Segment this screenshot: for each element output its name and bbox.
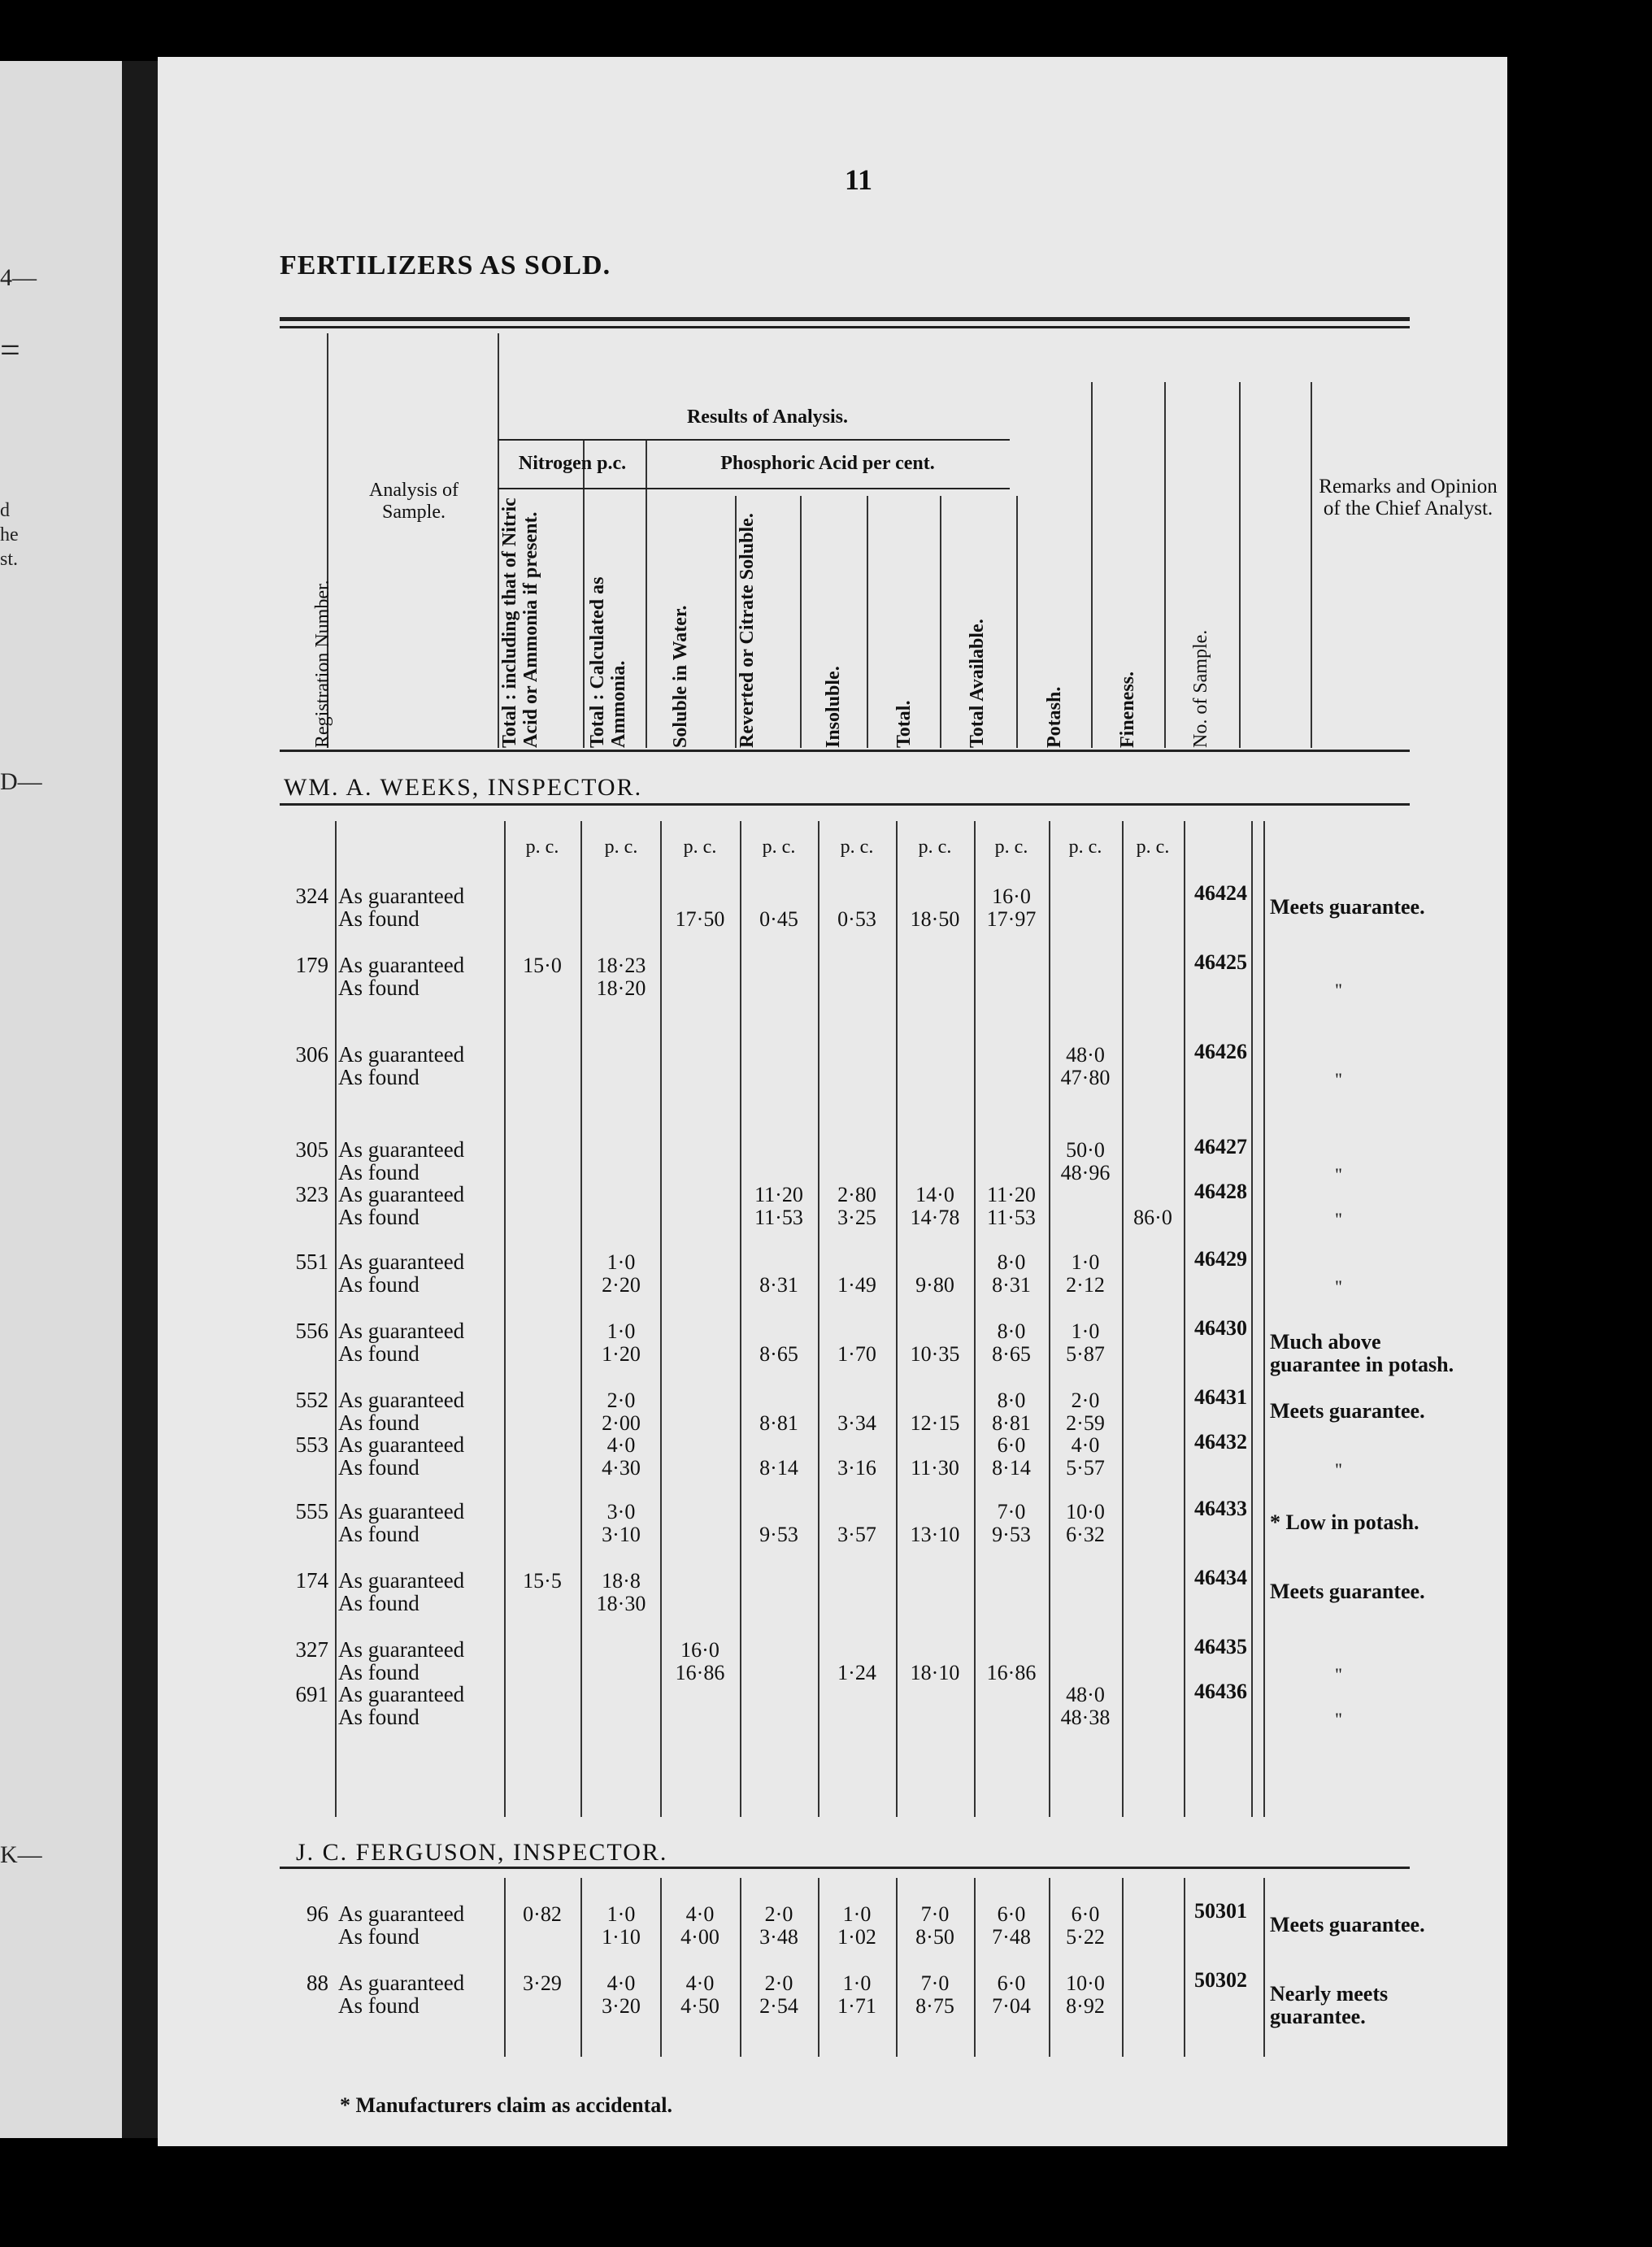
book-gutter: [122, 61, 158, 2138]
registration-number: 305: [295, 1137, 328, 1162]
guaranteed-value: 1·0: [1071, 1319, 1100, 1343]
found-value: 8·81: [992, 1411, 1031, 1435]
row-label-found: As found: [338, 1272, 420, 1297]
row-label-found: As found: [338, 1160, 420, 1184]
row-label-guaranteed: As guaranteed: [338, 1388, 465, 1412]
row-label-found: As found: [338, 1924, 420, 1949]
found-value: 11·53: [754, 1206, 803, 1229]
body-divider: [818, 821, 819, 1817]
left-page-edge: [0, 61, 122, 2138]
guaranteed-value: 1·0: [1071, 1250, 1100, 1274]
found-value: 16·86: [986, 1661, 1037, 1684]
found-value: 8·65: [992, 1342, 1031, 1366]
body-divider: [660, 821, 662, 1817]
row-label-guaranteed: As guaranteed: [338, 1319, 465, 1343]
header-registration: Registration Number.: [312, 580, 333, 748]
found-value: 6·32: [1066, 1523, 1105, 1546]
row-label-guaranteed: As guaranteed: [338, 1499, 465, 1523]
body-divider: [1263, 821, 1265, 1817]
found-value: 3·25: [837, 1206, 876, 1229]
found-value: 9·80: [915, 1273, 954, 1297]
header-rule: [498, 439, 1010, 441]
found-value: 2·54: [759, 1994, 798, 2018]
found-value: 17·50: [675, 907, 725, 931]
guaranteed-value: 16·0: [992, 884, 1031, 908]
row-label-guaranteed: As guaranteed: [338, 1971, 465, 1995]
section-rule: [280, 1867, 1410, 1869]
remark-ditto: ": [1335, 1209, 1342, 1229]
header-fineness: Fineness.: [1117, 671, 1138, 748]
guaranteed-value: 4·0: [685, 1902, 715, 1926]
found-value: 18·10: [910, 1661, 960, 1684]
remark-ditto: ": [1335, 1069, 1342, 1089]
guaranteed-value: 4·0: [606, 1433, 636, 1457]
found-value: 9·53: [759, 1523, 798, 1546]
found-value: 17·97: [986, 907, 1037, 931]
found-value: 2·20: [602, 1273, 641, 1297]
registration-number: 179: [295, 953, 328, 977]
guaranteed-value: 6·0: [997, 1971, 1026, 1995]
unit-label: p. c.: [918, 837, 952, 858]
row-label-guaranteed: As guaranteed: [338, 1432, 465, 1457]
remark-text: Meets guarantee.: [1270, 1399, 1425, 1423]
row-label-guaranteed: As guaranteed: [338, 1250, 465, 1274]
found-value: 5·87: [1066, 1342, 1105, 1366]
guaranteed-value: 18·8: [602, 1569, 641, 1593]
page-title: FERTILIZERS AS SOLD.: [280, 250, 611, 280]
row-label-guaranteed: As guaranteed: [338, 1637, 465, 1662]
row-label-guaranteed: As guaranteed: [338, 1568, 465, 1593]
found-value: 3·20: [602, 1994, 641, 2018]
found-value: 1·49: [837, 1273, 876, 1297]
found-value: 8·31: [992, 1273, 1031, 1297]
registration-number: 552: [295, 1388, 328, 1412]
found-value: 5·57: [1066, 1456, 1105, 1480]
header-divider: [867, 496, 868, 748]
guaranteed-value: 8·0: [997, 1250, 1026, 1274]
guaranteed-value: 14·0: [915, 1183, 954, 1206]
guaranteed-value: 1·0: [606, 1319, 636, 1343]
guaranteed-value: 48·0: [1066, 1683, 1105, 1706]
unit-label: p. c.: [840, 837, 874, 858]
body-divider: [1263, 1878, 1265, 2057]
guaranteed-value: 1·0: [842, 1902, 872, 1926]
remark-ditto: ": [1335, 1664, 1342, 1684]
row-label-found: As found: [338, 1205, 420, 1229]
guaranteed-value: 15·5: [523, 1569, 562, 1593]
found-value: 0·53: [837, 907, 876, 931]
header-analysis: Analysis of Sample.: [369, 480, 459, 523]
remark-text: * Low in potash.: [1270, 1510, 1419, 1534]
guaranteed-value: 7·0: [920, 1902, 950, 1926]
guaranteed-value: 2·0: [1071, 1389, 1100, 1412]
body-divider: [660, 1878, 662, 2057]
header-divider: [646, 439, 647, 748]
left-margin-text: he: [0, 524, 19, 545]
found-value: 0·45: [759, 907, 798, 931]
unit-label: p. c.: [1068, 837, 1102, 858]
row-label-found: As found: [338, 1705, 420, 1729]
found-value: 7·04: [992, 1994, 1031, 2018]
row-label-guaranteed: As guaranteed: [338, 1042, 465, 1067]
sample-number: 46431: [1194, 1385, 1247, 1409]
unit-label: p. c.: [762, 837, 796, 858]
sample-number: 46427: [1194, 1135, 1247, 1158]
registration-number: 691: [295, 1682, 328, 1706]
found-value: 1·70: [837, 1342, 876, 1366]
guaranteed-value: 6·0: [997, 1902, 1026, 1926]
sample-number: 46435: [1194, 1635, 1247, 1658]
guaranteed-value: 48·0: [1066, 1043, 1105, 1067]
body-divider: [1184, 1878, 1185, 2057]
header-nitrogen: Nitrogen p.c.: [518, 453, 627, 474]
body-divider: [740, 821, 741, 1817]
footnote: * Manufacturers claim as accidental.: [340, 2093, 672, 2117]
found-value: 8·81: [759, 1411, 798, 1435]
remark-text: Meets guarantee.: [1270, 1913, 1425, 1936]
registration-number: 324: [295, 884, 328, 908]
sample-number: 46424: [1194, 881, 1247, 905]
remark-ditto: ": [1335, 1459, 1342, 1480]
found-value: 4·00: [680, 1925, 719, 1949]
registration-number: 555: [295, 1499, 328, 1523]
body-divider: [896, 821, 898, 1817]
registration-number: 88: [306, 1971, 328, 1995]
header-divider: [1164, 382, 1166, 748]
guaranteed-value: 10·0: [1066, 1971, 1105, 1995]
remark-ditto: ": [1335, 1276, 1342, 1297]
row-label-found: As found: [338, 1522, 420, 1546]
found-value: 5·22: [1066, 1925, 1105, 1949]
body-divider: [1184, 821, 1185, 1817]
guaranteed-value: 16·0: [680, 1638, 719, 1662]
remark-text: Meets guarantee.: [1270, 1580, 1425, 1603]
remark-text: Meets guarantee.: [1270, 895, 1425, 919]
header-insoluble: Insoluble.: [823, 666, 844, 748]
header-nit-total: Total : including that of Nitric Acid or Ammonia if present.: [499, 498, 541, 748]
header-remarks: Remarks and Opinion of the Chief Analyst.: [1319, 476, 1498, 519]
row-label-guaranteed: As guaranteed: [338, 1137, 465, 1162]
found-value: 1·20: [602, 1342, 641, 1366]
found-value: 8·31: [759, 1273, 798, 1297]
guaranteed-value: 4·0: [685, 1971, 715, 1995]
section-rule: [280, 803, 1410, 806]
guaranteed-value: 18·23: [596, 954, 646, 977]
found-value: 8·14: [992, 1456, 1031, 1480]
guaranteed-value: 8·0: [997, 1319, 1026, 1343]
guaranteed-value: 1·0: [842, 1971, 872, 1995]
sample-number: 46426: [1194, 1040, 1247, 1063]
sample-number: 46425: [1194, 950, 1247, 974]
header-divider: [940, 496, 941, 748]
body-divider: [896, 1878, 898, 2057]
left-margin-text: 4—: [0, 264, 37, 291]
remark-text: Nearly meets guarantee.: [1270, 1982, 1389, 2028]
row-label-guaranteed: As guaranteed: [338, 1182, 465, 1206]
found-value: 4·30: [602, 1456, 641, 1480]
found-value: 8·75: [915, 1994, 954, 2018]
found-value: 48·38: [1060, 1706, 1111, 1729]
found-value: 2·12: [1066, 1273, 1105, 1297]
header-divider: [800, 496, 802, 748]
row-label-guaranteed: As guaranteed: [338, 1682, 465, 1706]
guaranteed-value: 2·0: [606, 1389, 636, 1412]
found-value: 3·34: [837, 1411, 876, 1435]
row-label-found: As found: [338, 1410, 420, 1435]
found-value: 14·78: [910, 1206, 960, 1229]
found-value: 18·50: [910, 907, 960, 931]
remark-ditto: ": [1335, 1709, 1342, 1729]
found-value: 18·30: [596, 1592, 646, 1615]
body-divider: [1122, 1878, 1124, 2057]
inspector-heading: J. C. FERGUSON, INSPECTOR.: [296, 1839, 668, 1866]
found-value: 13·10: [910, 1523, 960, 1546]
body-divider: [580, 821, 582, 1817]
unit-label: p. c.: [683, 837, 717, 858]
found-value: 11·53: [987, 1206, 1036, 1229]
guaranteed-value: 2·0: [764, 1971, 793, 1995]
guaranteed-value: 3·29: [523, 1971, 562, 1995]
guaranteed-value: 0·82: [523, 1902, 562, 1926]
row-label-found: As found: [338, 1591, 420, 1615]
found-value: 1·02: [837, 1925, 876, 1949]
found-value: 1·24: [837, 1661, 876, 1684]
row-label-guaranteed: As guaranteed: [338, 1901, 465, 1926]
header-total-available: Total Available.: [967, 619, 988, 748]
guaranteed-value: 15·0: [523, 954, 562, 977]
unit-label: p. c.: [604, 837, 638, 858]
found-value: 3·57: [837, 1523, 876, 1546]
row-label-found: As found: [338, 1660, 420, 1684]
remark-ditto: ": [1335, 980, 1342, 1000]
sample-number: 50302: [1194, 1968, 1247, 1992]
guaranteed-value: 2·0: [764, 1902, 793, 1926]
found-value: 1·10: [602, 1925, 641, 1949]
header-bottom-rule: [280, 750, 1410, 752]
found-value: 8·50: [915, 1925, 954, 1949]
found-value: 8·14: [759, 1456, 798, 1480]
found-value: 12·15: [910, 1411, 960, 1435]
header-soluble: Soluble in Water.: [670, 605, 691, 748]
sample-number: 50301: [1194, 1899, 1247, 1923]
header-sample-no: No. of Sample.: [1190, 629, 1211, 748]
guaranteed-value: 50·0: [1066, 1138, 1105, 1162]
body-divider: [740, 1878, 741, 2057]
row-label-found: As found: [338, 1341, 420, 1366]
found-value: 86·0: [1133, 1206, 1172, 1229]
row-label-guaranteed: As guaranteed: [338, 884, 465, 908]
guaranteed-value: 2·80: [837, 1183, 876, 1206]
unit-label: p. c.: [1136, 837, 1170, 858]
header-results: Results of Analysis.: [686, 406, 849, 428]
guaranteed-value: 1·0: [606, 1250, 636, 1274]
found-value: 3·10: [602, 1523, 641, 1546]
body-divider: [1122, 821, 1124, 1817]
registration-number: 306: [295, 1042, 328, 1067]
inspector-heading: WM. A. WEEKS, INSPECTOR.: [284, 774, 643, 801]
sample-number: 46430: [1194, 1316, 1247, 1340]
found-value: 9·53: [992, 1523, 1031, 1546]
header-divider: [1311, 382, 1312, 748]
left-margin-text: =: [0, 330, 20, 370]
guaranteed-value: 11·20: [754, 1183, 803, 1206]
found-value: 48·96: [1060, 1161, 1111, 1184]
body-divider: [818, 1878, 819, 2057]
left-margin-text: st.: [0, 549, 19, 570]
found-value: 2·59: [1066, 1411, 1105, 1435]
guaranteed-value: 6·0: [997, 1433, 1026, 1457]
found-value: 11·30: [911, 1456, 959, 1480]
header-divider: [583, 439, 585, 748]
remark-text: Much above guarantee in potash.: [1270, 1330, 1454, 1376]
found-value: 10·35: [910, 1342, 960, 1366]
top-rule: [280, 326, 1410, 328]
top-rule: [280, 317, 1410, 321]
found-value: 7·48: [992, 1925, 1031, 1949]
guaranteed-value: 1·0: [606, 1902, 636, 1926]
header-rule: [498, 488, 1010, 489]
unit-label: p. c.: [525, 837, 559, 858]
row-label-guaranteed: As guaranteed: [338, 953, 465, 977]
sample-number: 46433: [1194, 1497, 1247, 1520]
guaranteed-value: 10·0: [1066, 1500, 1105, 1523]
registration-number: 556: [295, 1319, 328, 1343]
row-label-found: As found: [338, 1993, 420, 2018]
guaranteed-value: 4·0: [606, 1971, 636, 1995]
guaranteed-value: 7·0: [920, 1971, 950, 1995]
header-reverted: Reverted or Citrate Soluble.: [737, 513, 758, 748]
guaranteed-value: 8·0: [997, 1389, 1026, 1412]
found-value: 8·92: [1066, 1994, 1105, 2018]
guaranteed-value: 3·0: [606, 1500, 636, 1523]
header-divider: [1016, 496, 1018, 748]
header-divider: [1091, 382, 1093, 748]
left-margin-text: D—: [0, 768, 42, 795]
header-nit-ammonia: Total : Calculated as Ammonia.: [587, 576, 629, 748]
found-value: 47·80: [1060, 1066, 1111, 1089]
header-phosphoric: Phosphoric Acid per cent.: [720, 453, 935, 474]
left-margin-text: d: [0, 500, 10, 521]
row-label-found: As found: [338, 976, 420, 1000]
row-label-found: As found: [338, 906, 420, 931]
sample-number: 46432: [1194, 1430, 1247, 1454]
sample-number: 46429: [1194, 1247, 1247, 1271]
guaranteed-value: 7·0: [997, 1500, 1026, 1523]
found-value: 2·00: [602, 1411, 641, 1435]
registration-number: 96: [306, 1901, 328, 1926]
header-divider: [1239, 382, 1241, 748]
body-divider: [335, 821, 337, 1817]
found-value: 4·50: [680, 1994, 719, 2018]
sample-number: 46428: [1194, 1180, 1247, 1203]
registration-number: 551: [295, 1250, 328, 1274]
sample-number: 46434: [1194, 1566, 1247, 1589]
found-value: 8·65: [759, 1342, 798, 1366]
body-divider: [580, 1878, 582, 2057]
registration-number: 327: [295, 1637, 328, 1662]
remark-ditto: ": [1335, 1164, 1342, 1184]
header-potash: Potash.: [1044, 686, 1065, 748]
row-label-found: As found: [338, 1455, 420, 1480]
found-value: 3·48: [759, 1925, 798, 1949]
header-total: Total.: [893, 700, 915, 748]
guaranteed-value: 11·20: [987, 1183, 1036, 1206]
guaranteed-value: 4·0: [1071, 1433, 1100, 1457]
found-value: 18·20: [596, 976, 646, 1000]
registration-number: 174: [295, 1568, 328, 1593]
document-page: [158, 57, 1507, 2146]
sample-number: 46436: [1194, 1680, 1247, 1703]
found-value: 16·86: [675, 1661, 725, 1684]
left-margin-text: K—: [0, 1841, 42, 1868]
page-number: 11: [845, 163, 873, 196]
guaranteed-value: 6·0: [1071, 1902, 1100, 1926]
found-value: 1·71: [837, 1994, 876, 2018]
registration-number: 553: [295, 1432, 328, 1457]
row-label-found: As found: [338, 1065, 420, 1089]
registration-number: 323: [295, 1182, 328, 1206]
unit-label: p. c.: [994, 837, 1028, 858]
found-value: 3·16: [837, 1456, 876, 1480]
